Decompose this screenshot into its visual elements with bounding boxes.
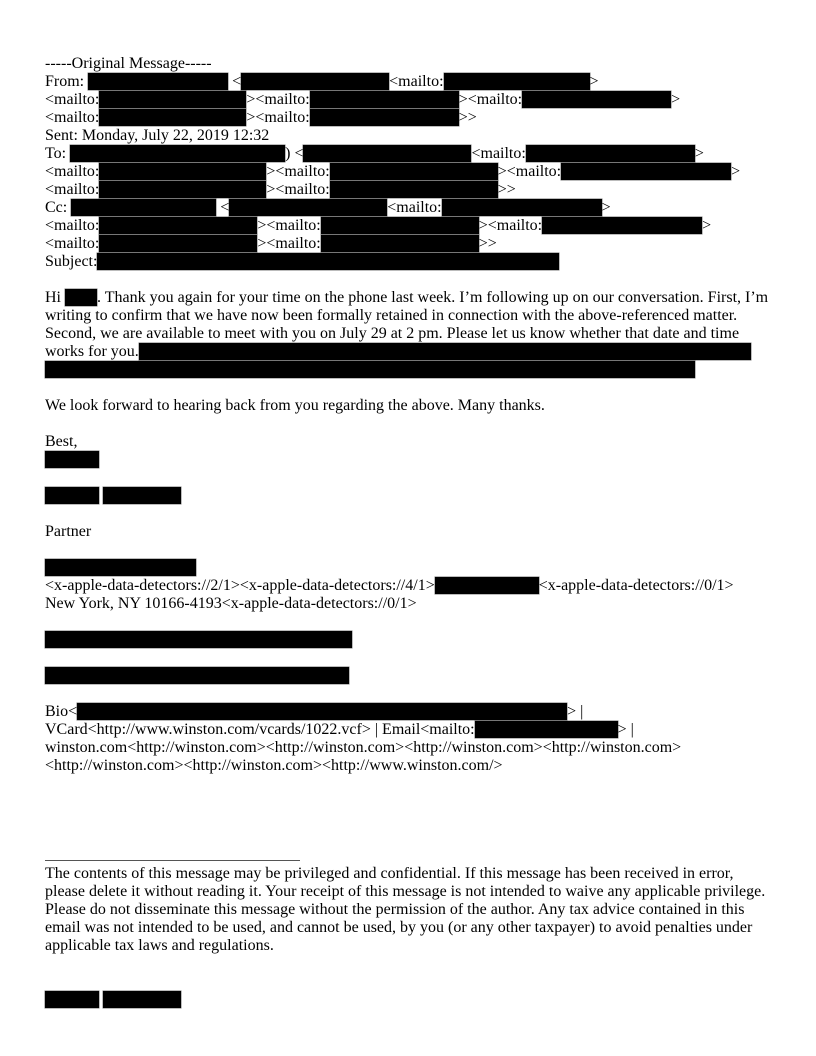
redaction: [71, 199, 216, 216]
redaction: [45, 361, 695, 378]
redaction: [45, 631, 352, 648]
signoff: [45, 433, 77, 451]
text: <mailto:: [45, 109, 100, 126]
disclaimer-line: [45, 919, 752, 937]
text: Please do not disseminate this message without the permission of the author. Any tax advice contained in this: [45, 901, 745, 918]
cc-line: [45, 199, 611, 217]
body-line: [45, 289, 768, 307]
redaction: [99, 109, 246, 126]
divider: [45, 860, 300, 861]
signature-address: [45, 577, 734, 595]
text: Partner: [45, 523, 92, 540]
text: works for you.: [45, 343, 139, 360]
text: applicable tax laws and regulations.: [45, 937, 274, 954]
from-label: From:: [45, 73, 89, 90]
signature-bio-line[interactable]: [45, 703, 583, 721]
text: We look forward to hearing back from you regarding the above. Many thanks.: [45, 397, 545, 414]
signature-firm: [45, 559, 196, 577]
text: ><mailto:: [246, 91, 310, 108]
redaction: [45, 991, 99, 1008]
redaction: [45, 559, 196, 576]
text: >>: [458, 109, 477, 126]
redaction: [522, 91, 671, 108]
text: <x-apple-data-detectors://0/1>: [538, 577, 734, 594]
text: New York, NY 10166-4193<x-apple-data-detectors://0/1>: [45, 595, 417, 612]
text: <mailto:: [389, 73, 444, 90]
signature-vcard-line[interactable]: [45, 721, 634, 739]
text: >: [601, 199, 611, 216]
text: <mailto:: [45, 91, 100, 108]
redaction: [99, 163, 266, 180]
body-line: [45, 343, 751, 361]
disclaimer-line: [45, 883, 765, 901]
redaction: [77, 703, 567, 720]
redaction: [103, 991, 181, 1008]
text: Second, we are available to meet with you on July 29 at 2 pm. Please let us know whether that date and time: [45, 325, 740, 342]
website-link[interactable]: <http://winston.com><http://winston.com><http://www.winston.com/>: [45, 757, 503, 774]
subject-label: Subject:: [45, 253, 98, 270]
text: ><mailto:: [257, 217, 321, 234]
redaction: [435, 577, 539, 594]
text: ><mailto:: [246, 109, 310, 126]
subject-line: [45, 253, 559, 271]
redaction: [330, 163, 498, 180]
text: ><mailto:: [266, 181, 330, 198]
text: <: [216, 199, 230, 216]
redaction: [229, 199, 387, 216]
text: >: [694, 145, 704, 162]
text: <mailto:: [45, 181, 100, 198]
text: ><mailto:: [257, 235, 321, 252]
website-link[interactable]: winston.com<http://winston.com><http://winston.com><http://winston.com><http://winston.com>: [45, 739, 682, 756]
text: <: [228, 73, 242, 90]
redaction: [45, 487, 99, 504]
to-label: To:: [45, 145, 71, 162]
cc-label: Cc:: [45, 199, 72, 216]
redaction: [139, 343, 751, 360]
text: writing to confirm that we have now been formally retained in connection with the above-referenced matter.: [45, 307, 738, 324]
text: > |: [567, 703, 584, 720]
redaction: [103, 487, 181, 504]
text: <mailto:: [45, 235, 100, 252]
text: ><mailto:: [266, 163, 330, 180]
text: email was not intended to be used, and cannot be used, by you (or any other taxpayer) to avoid penalties under: [45, 919, 753, 936]
redaction: [99, 181, 266, 198]
text: >>: [478, 235, 497, 252]
text: <mailto:: [387, 199, 442, 216]
to-mailto-line: [45, 181, 516, 199]
text: >: [731, 163, 741, 180]
text: >>: [497, 181, 516, 198]
text: please delete it without reading it. Your receipt of this message is not intended to waive any applicable privilege.: [45, 883, 766, 900]
original-message-text: -----Original Message-----: [45, 55, 212, 72]
redaction: [45, 667, 349, 684]
text: ) <: [285, 145, 304, 162]
redaction: [542, 217, 702, 234]
redaction: [561, 163, 731, 180]
text: >: [671, 91, 681, 108]
redaction: [99, 91, 246, 108]
body-line: [45, 325, 739, 343]
redaction: [99, 217, 257, 234]
from-mailto-line: [45, 91, 680, 109]
cc-mailto-line: [45, 217, 711, 235]
redaction: [70, 145, 285, 162]
text: > |: [617, 721, 634, 738]
text: <x-apple-data-detectors://2/1><x-apple-data-detectors://4/1>: [45, 577, 435, 594]
sent-text: Sent: Monday, July 22, 2019 12:32: [45, 127, 270, 144]
redaction: [321, 217, 479, 234]
redaction: [303, 145, 471, 162]
cc-mailto-line: [45, 235, 497, 253]
text: ><mailto:: [478, 217, 543, 234]
redaction: [99, 235, 257, 252]
redaction: [45, 451, 99, 468]
signature-fullname: [45, 487, 181, 505]
original-message-line: [45, 55, 212, 73]
text: <mailto:: [45, 217, 100, 234]
redaction: [444, 73, 590, 90]
text: ><mailto:: [458, 91, 523, 108]
disclaimer-line: [45, 901, 744, 919]
text: . Thank you again for your time on the phone last week. I’m following up on our conversation. First, I’m: [97, 289, 769, 306]
redaction: [310, 109, 459, 126]
disclaimer-line: [45, 937, 274, 955]
signature-links-line[interactable]: [45, 757, 503, 775]
signature-links-line[interactable]: [45, 739, 681, 757]
redaction: [88, 73, 228, 90]
signature-title: [45, 523, 91, 541]
body-line: [45, 307, 737, 325]
text: <mailto:: [45, 163, 100, 180]
text: Hi: [45, 289, 65, 306]
text: >: [589, 73, 599, 90]
text: ><mailto:: [497, 163, 562, 180]
redaction: [241, 73, 389, 90]
bio-link[interactable]: Bio<: [45, 703, 78, 720]
closing-line: [45, 397, 545, 415]
redaction: [475, 721, 618, 738]
body-line: [45, 361, 695, 379]
text: Best,: [45, 433, 78, 450]
signature-phone: [45, 631, 352, 649]
redaction: [97, 253, 559, 270]
sent-line: [45, 127, 269, 145]
redaction: [330, 181, 498, 198]
vcard-link[interactable]: VCard<http://www.winston.com/vcards/1022.vcf> | Email<mailto:: [45, 721, 475, 738]
footer-redaction: [45, 991, 181, 1009]
redaction: [526, 145, 695, 162]
text: <mailto:: [471, 145, 526, 162]
redaction: [321, 235, 479, 252]
signature-city: [45, 595, 417, 613]
from-mailto-line: [45, 109, 477, 127]
text: >: [702, 217, 712, 234]
disclaimer-line: [45, 865, 733, 883]
signature-name: [45, 451, 99, 469]
to-line: [45, 145, 704, 163]
to-mailto-line: [45, 163, 740, 181]
redaction: [442, 199, 602, 216]
redaction: [310, 91, 459, 108]
signature-email: [45, 667, 349, 685]
from-line: [45, 73, 599, 91]
redaction: [65, 289, 97, 306]
text: The contents of this message may be privileged and confidential. If this message has been received in error,: [45, 865, 734, 882]
